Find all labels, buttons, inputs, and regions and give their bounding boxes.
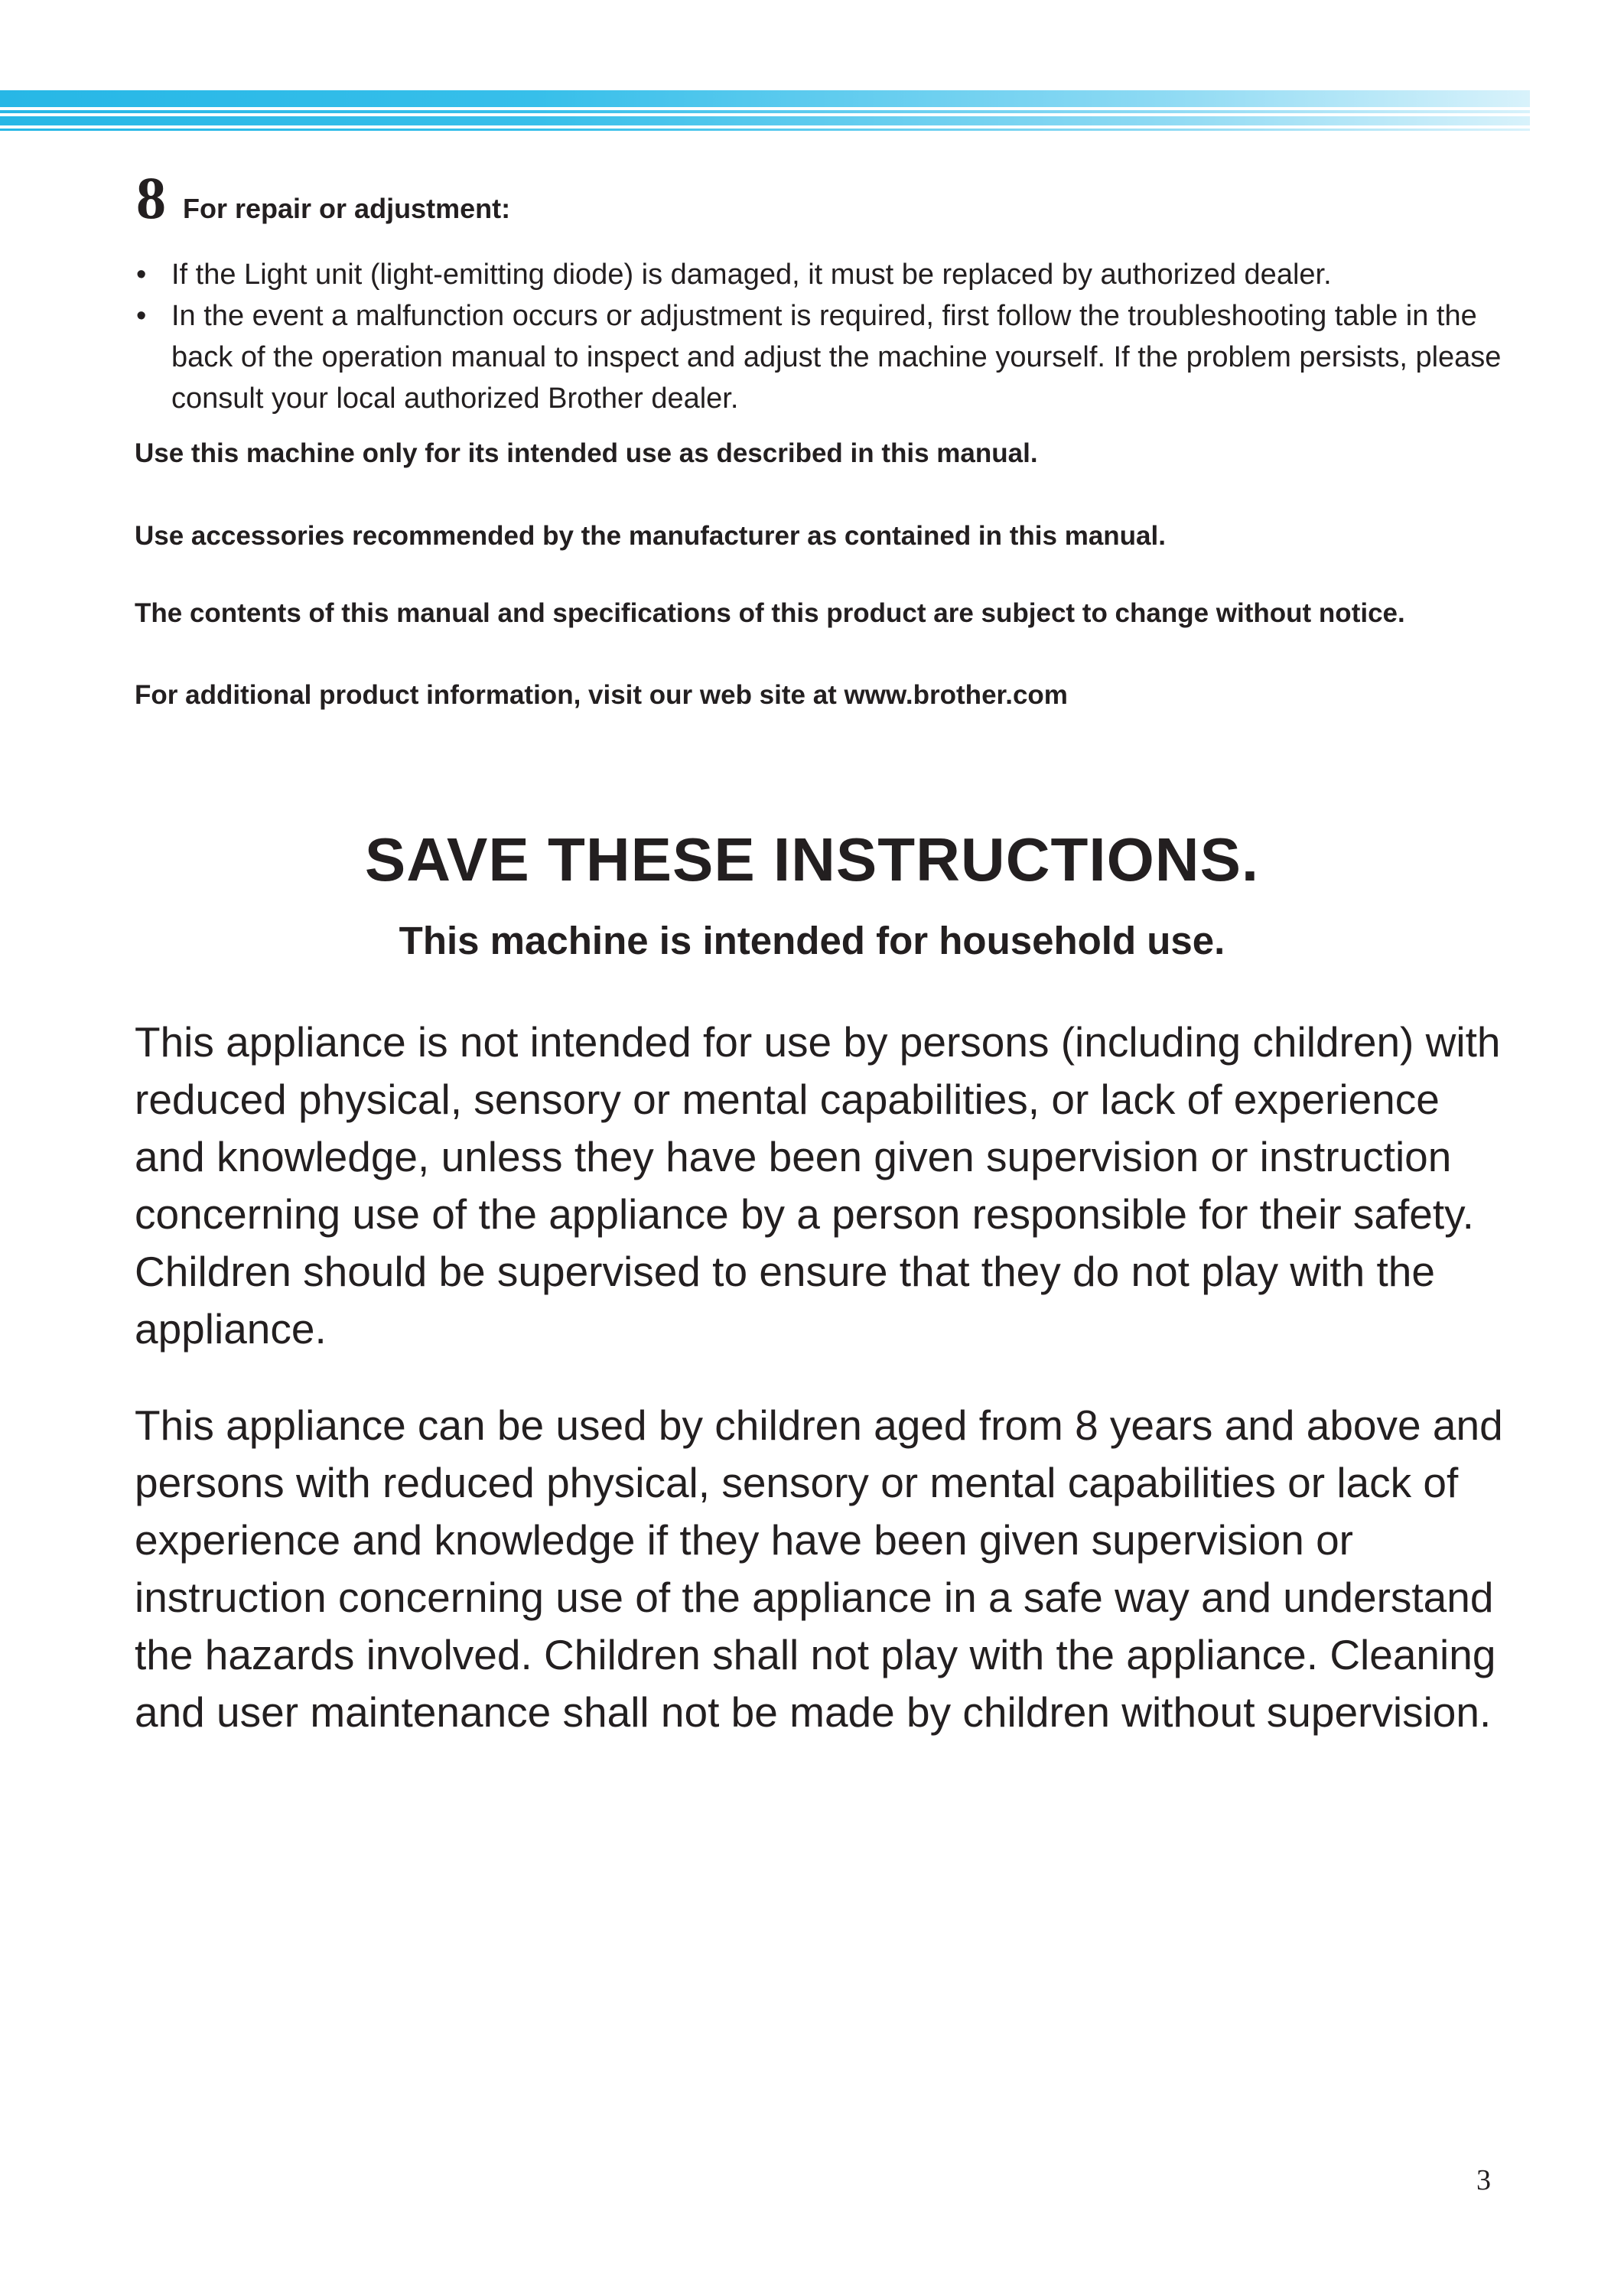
notice-intended-use: Use this machine only for its intended use as described in this manual.: [135, 438, 1038, 468]
page-number: 3: [1476, 2164, 1491, 2196]
household-note: This machine is intended for household use.: [399, 919, 1225, 962]
notice-change-without-notice: The contents of this manual and specifications of this product are subject to change without notice.: [135, 598, 1405, 628]
section-number: 8: [136, 164, 166, 231]
bullet-list: [133, 254, 1510, 419]
header-stripe: [0, 90, 1530, 138]
bullet-icon: •: [136, 300, 147, 332]
section-heading: [136, 164, 511, 231]
notice-website: For additional product information, visit our web site at www.brother.com: [135, 680, 1068, 710]
bullet-text: If the Light unit (light-emitting diode) is damaged, it must be replaced by authorized dealer.: [171, 259, 1332, 291]
bullet-icon: •: [136, 259, 147, 291]
notice-accessories: Use accessories recommended by the manufacturer as contained in this manual.: [135, 521, 1166, 551]
children-paragraph: This appliance can be used by children aged from 8 years and above and persons with reduced physical, sensory or mental capabilities or lack of experience and knowledge if they have been given supervision or instruction concerning use of the appliance in a safe way and understand the hazards involved. Children shall not play with the appliance. Cleaning and user maintenance shall not be made by children without supervision.: [135, 1401, 1503, 1736]
list-item: [133, 295, 1510, 419]
header-stripe-line: [0, 110, 1530, 113]
safety-paragraph: This appliance is not intended for use by persons (including children) with reduced physical, sensory or mental capabilities, or lack of experience and knowledge, unless they have been given supervision or instruction concerning use of the appliance by a person responsible for their safety. Children should be supervised to ensure that they do not play with the appliance.: [135, 1018, 1501, 1353]
list-item: [133, 254, 1510, 295]
bullet-text: In the event a malfunction occurs or adjustment is required, first follow the troubleshooting table in the back of the operation manual to inspect and adjust the machine yourself. If the problem persists, please consult your local authorized Brother dealer.: [171, 300, 1502, 415]
header-stripe-line: [0, 90, 1530, 107]
header-stripe-line: [0, 129, 1530, 131]
page-title: SAVE THESE INSTRUCTIONS.: [364, 825, 1260, 894]
header-stripe-line: [0, 116, 1530, 125]
section-title: For repair or adjustment:: [183, 193, 511, 224]
